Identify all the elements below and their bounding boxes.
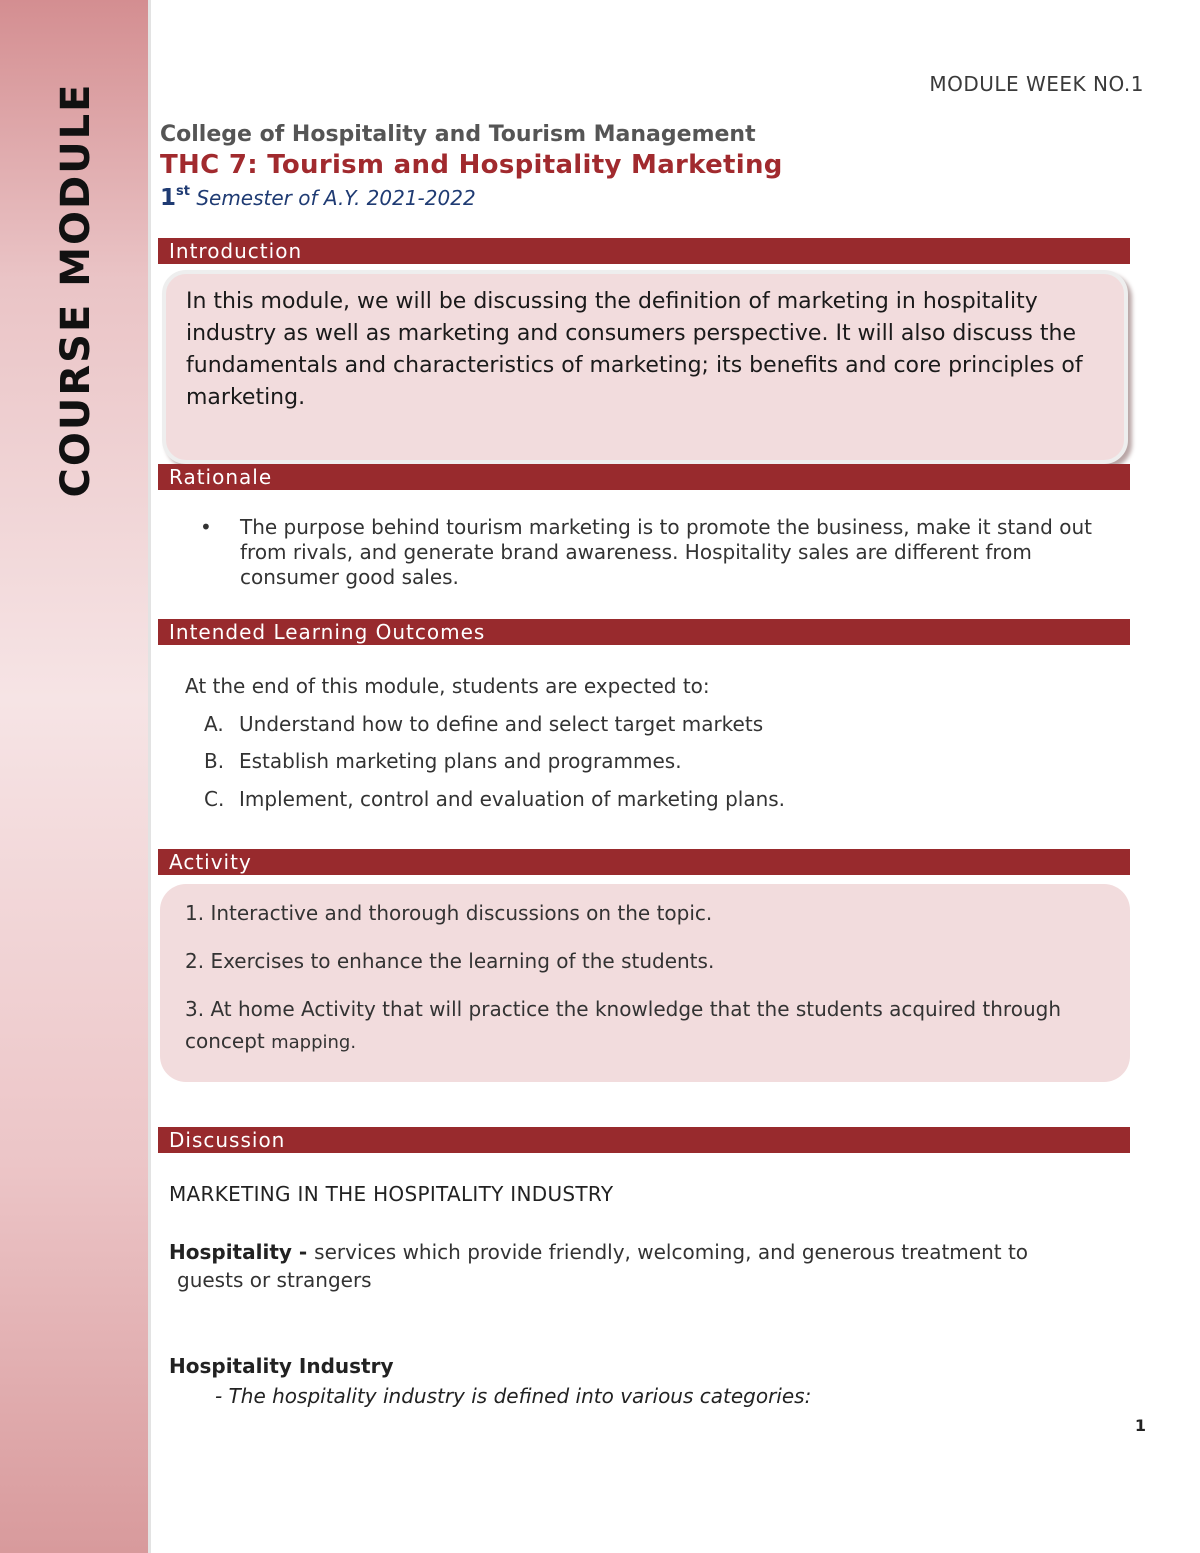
outcomes-heading: Intended Learning Outcomes: [158, 619, 1130, 645]
semester-text: Semester of A.Y. 2021-2022: [189, 186, 476, 210]
outcomes-intro: At the end of this module, students are expected to:: [185, 674, 710, 698]
activity-item-text: 3. At home Activity that will practice the knowledge that the students acquired through concept: [185, 997, 1061, 1053]
industry-term: Hospitality Industry: [169, 1354, 394, 1378]
sidebar-divider: [148, 0, 151, 1553]
outcome-item: [204, 712, 763, 736]
college-name: College of Hospitality and Tourism Management: [160, 122, 756, 147]
sidebar-title: COURSE MODULE: [53, 82, 99, 498]
activity-item-tail: mapping.: [271, 1032, 357, 1053]
activity-item: 1. Interactive and thorough discussions on the topic.: [185, 901, 713, 925]
activity-heading: Activity: [158, 849, 1130, 875]
outcome-item: [204, 749, 682, 773]
outcome-letter: B.: [204, 749, 225, 773]
semester-suffix: st: [176, 184, 190, 199]
hospitality-def-line2: guests or strangers: [177, 1268, 372, 1292]
page-number: 1: [1134, 1416, 1146, 1435]
activity-item: [185, 993, 1085, 1059]
hospitality-def-line1: services which provide friendly, welcoming, and generous treatment to: [314, 1240, 1029, 1264]
outcome-letter: A.: [204, 712, 224, 736]
bullet-icon: •: [200, 515, 212, 539]
outcome-text: Understand how to define and select target markets: [239, 712, 764, 736]
hospitality-term: Hospitality -: [169, 1240, 315, 1264]
outcome-text: Establish marketing plans and programmes.: [239, 749, 682, 773]
outcome-text: Implement, control and evaluation of marketing plans.: [239, 787, 786, 811]
activity-item: 2. Exercises to enhance the learning of the students.: [185, 949, 715, 973]
outcome-item: [204, 787, 785, 811]
rationale-heading: Rationale: [158, 464, 1130, 490]
rationale-list: [200, 515, 1120, 590]
introduction-text: In this module, we will be discussing the definition of marketing in hospitality industry as well as marketing and consumers perspective. It will also discuss the fundamentals and characteristics of marketing; its benefits and core principles of marketing.: [186, 289, 1083, 410]
semester-number: 1: [160, 185, 177, 211]
course-title: THC 7: Tourism and Hospitality Marketing: [160, 150, 783, 180]
hospitality-definition: [169, 1238, 1114, 1294]
outcome-letter: C.: [204, 787, 225, 811]
discussion-heading: Discussion: [158, 1127, 1130, 1153]
rationale-item: [200, 515, 1120, 590]
rationale-text: The purpose behind tourism marketing is to promote the business, make it stand out from rivals, and generate brand awareness. Hospitality sales are different from consumer good sales.: [240, 515, 1092, 589]
module-week-label: MODULE WEEK NO.1: [929, 72, 1144, 96]
introduction-heading: Introduction: [158, 238, 1130, 264]
discussion-title: MARKETING IN THE HOSPITALITY INDUSTRY: [169, 1182, 614, 1206]
semester-line: [160, 184, 476, 211]
industry-description: - The hospitality industry is defined into various categories:: [215, 1384, 812, 1408]
